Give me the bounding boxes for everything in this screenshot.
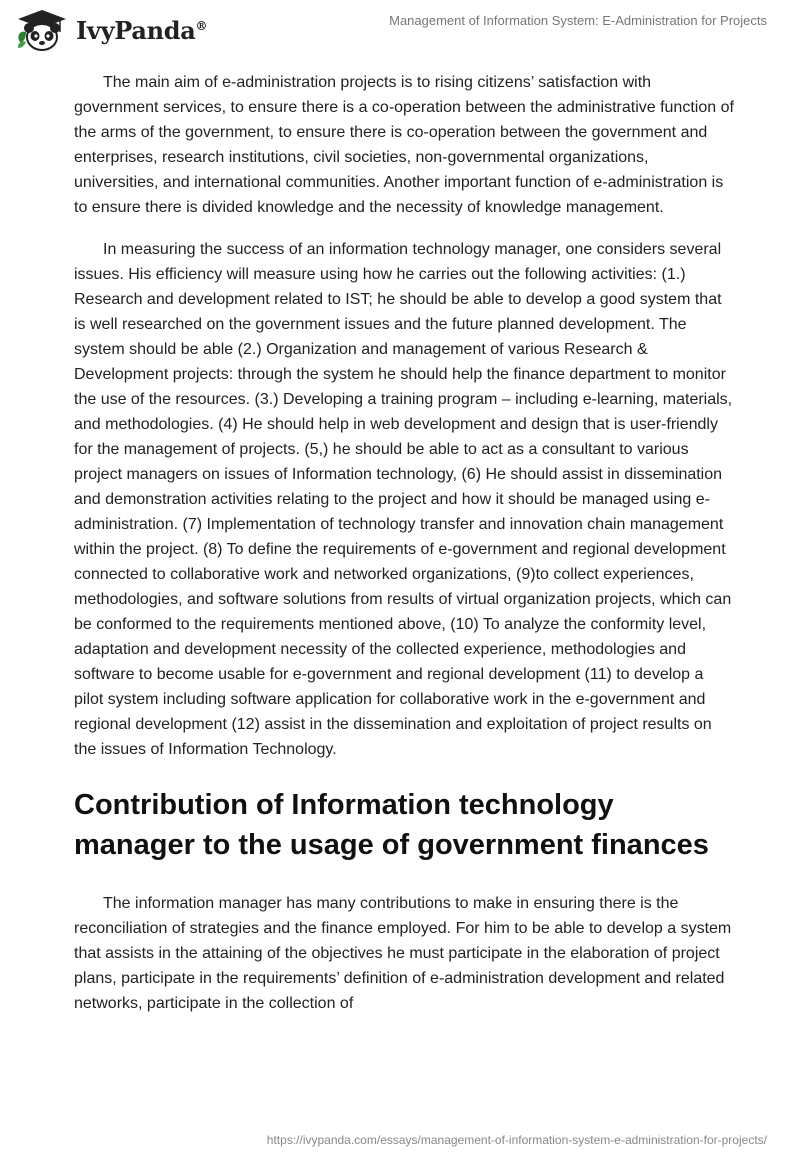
essay-body xyxy=(74,70,734,1033)
section-heading: Contribution of Information technology manager to the usage of government finances xyxy=(74,789,709,861)
body-paragraph: In measuring the success of an information technology manager, one considers several issues. His efficiency will measure using how he carries out the following activities: (1.) Research and development related to IST; he should be able to develop a good system that is well researched on the government issues and the future planned development. The system should be able (2.) Organization and management of various Research & Development projects: through the system he should help the finance department to monitor the use of the resources. (3.) Developing a training program – including e-learning, materials, and methodologies. (4) He should help in web development and design that is user-friendly for the management of projects. (5,) he should be able to act as a consultant to various project managers on issues of Information technology, (6) He should assist in dissemination and demonstration activities relating to the project and how it should be managed using e-administration. (7) Implementation of technology transfer and innovation chain management within the project. (8) To define the requirements of e-government and regional development connected to collaborative work and networked organizations, (9)to collect experiences, methodologies, and software solutions from results of virtual organization projects, which can be conformed to the requirements mentioned above, (10) To analyze the conformity level, adaptation and development necessity of the collected experience, methodologies and software to become usable for e-government and regional development (11) to develop a pilot system including software application for collaborative work in the e-government and regional development (12) assist in the dissemination and exploitation of project results on the issues of Information Technology. xyxy=(74,241,733,758)
brand-name: IvyPanda® xyxy=(76,15,208,45)
page-header xyxy=(0,0,800,66)
brand-logo[interactable] xyxy=(14,8,207,52)
document-title: Management of Information System: E-Administration for Projects xyxy=(389,13,767,28)
source-url[interactable]: https://ivypanda.com/essays/management-of-information-system-e-administration-for-projects/ xyxy=(266,1133,767,1147)
panda-logo-icon xyxy=(14,8,70,52)
body-paragraph: The main aim of e-administration projects is to rising citizens’ satisfaction with government services, to ensure there is a co-operation between the administrative function of the arms of the government, to ensure there is co-operation between the government and enterprises, research institutions, civil societies, non-governmental organizations, universities, and international communities. Another important function of e-administration is to ensure there is divided knowledge and the necessity of knowledge management. xyxy=(74,74,734,216)
body-paragraph: The information manager has many contributions to make in ensuring there is the reconciliation of strategies and the finance employed. For him to be able to develop a system that assists in the attaining of the objectives he must participate in the elaboration of project plans, participate in the requirements’ definition of e-administration development and related networks, participate in the collection of xyxy=(74,895,732,1012)
